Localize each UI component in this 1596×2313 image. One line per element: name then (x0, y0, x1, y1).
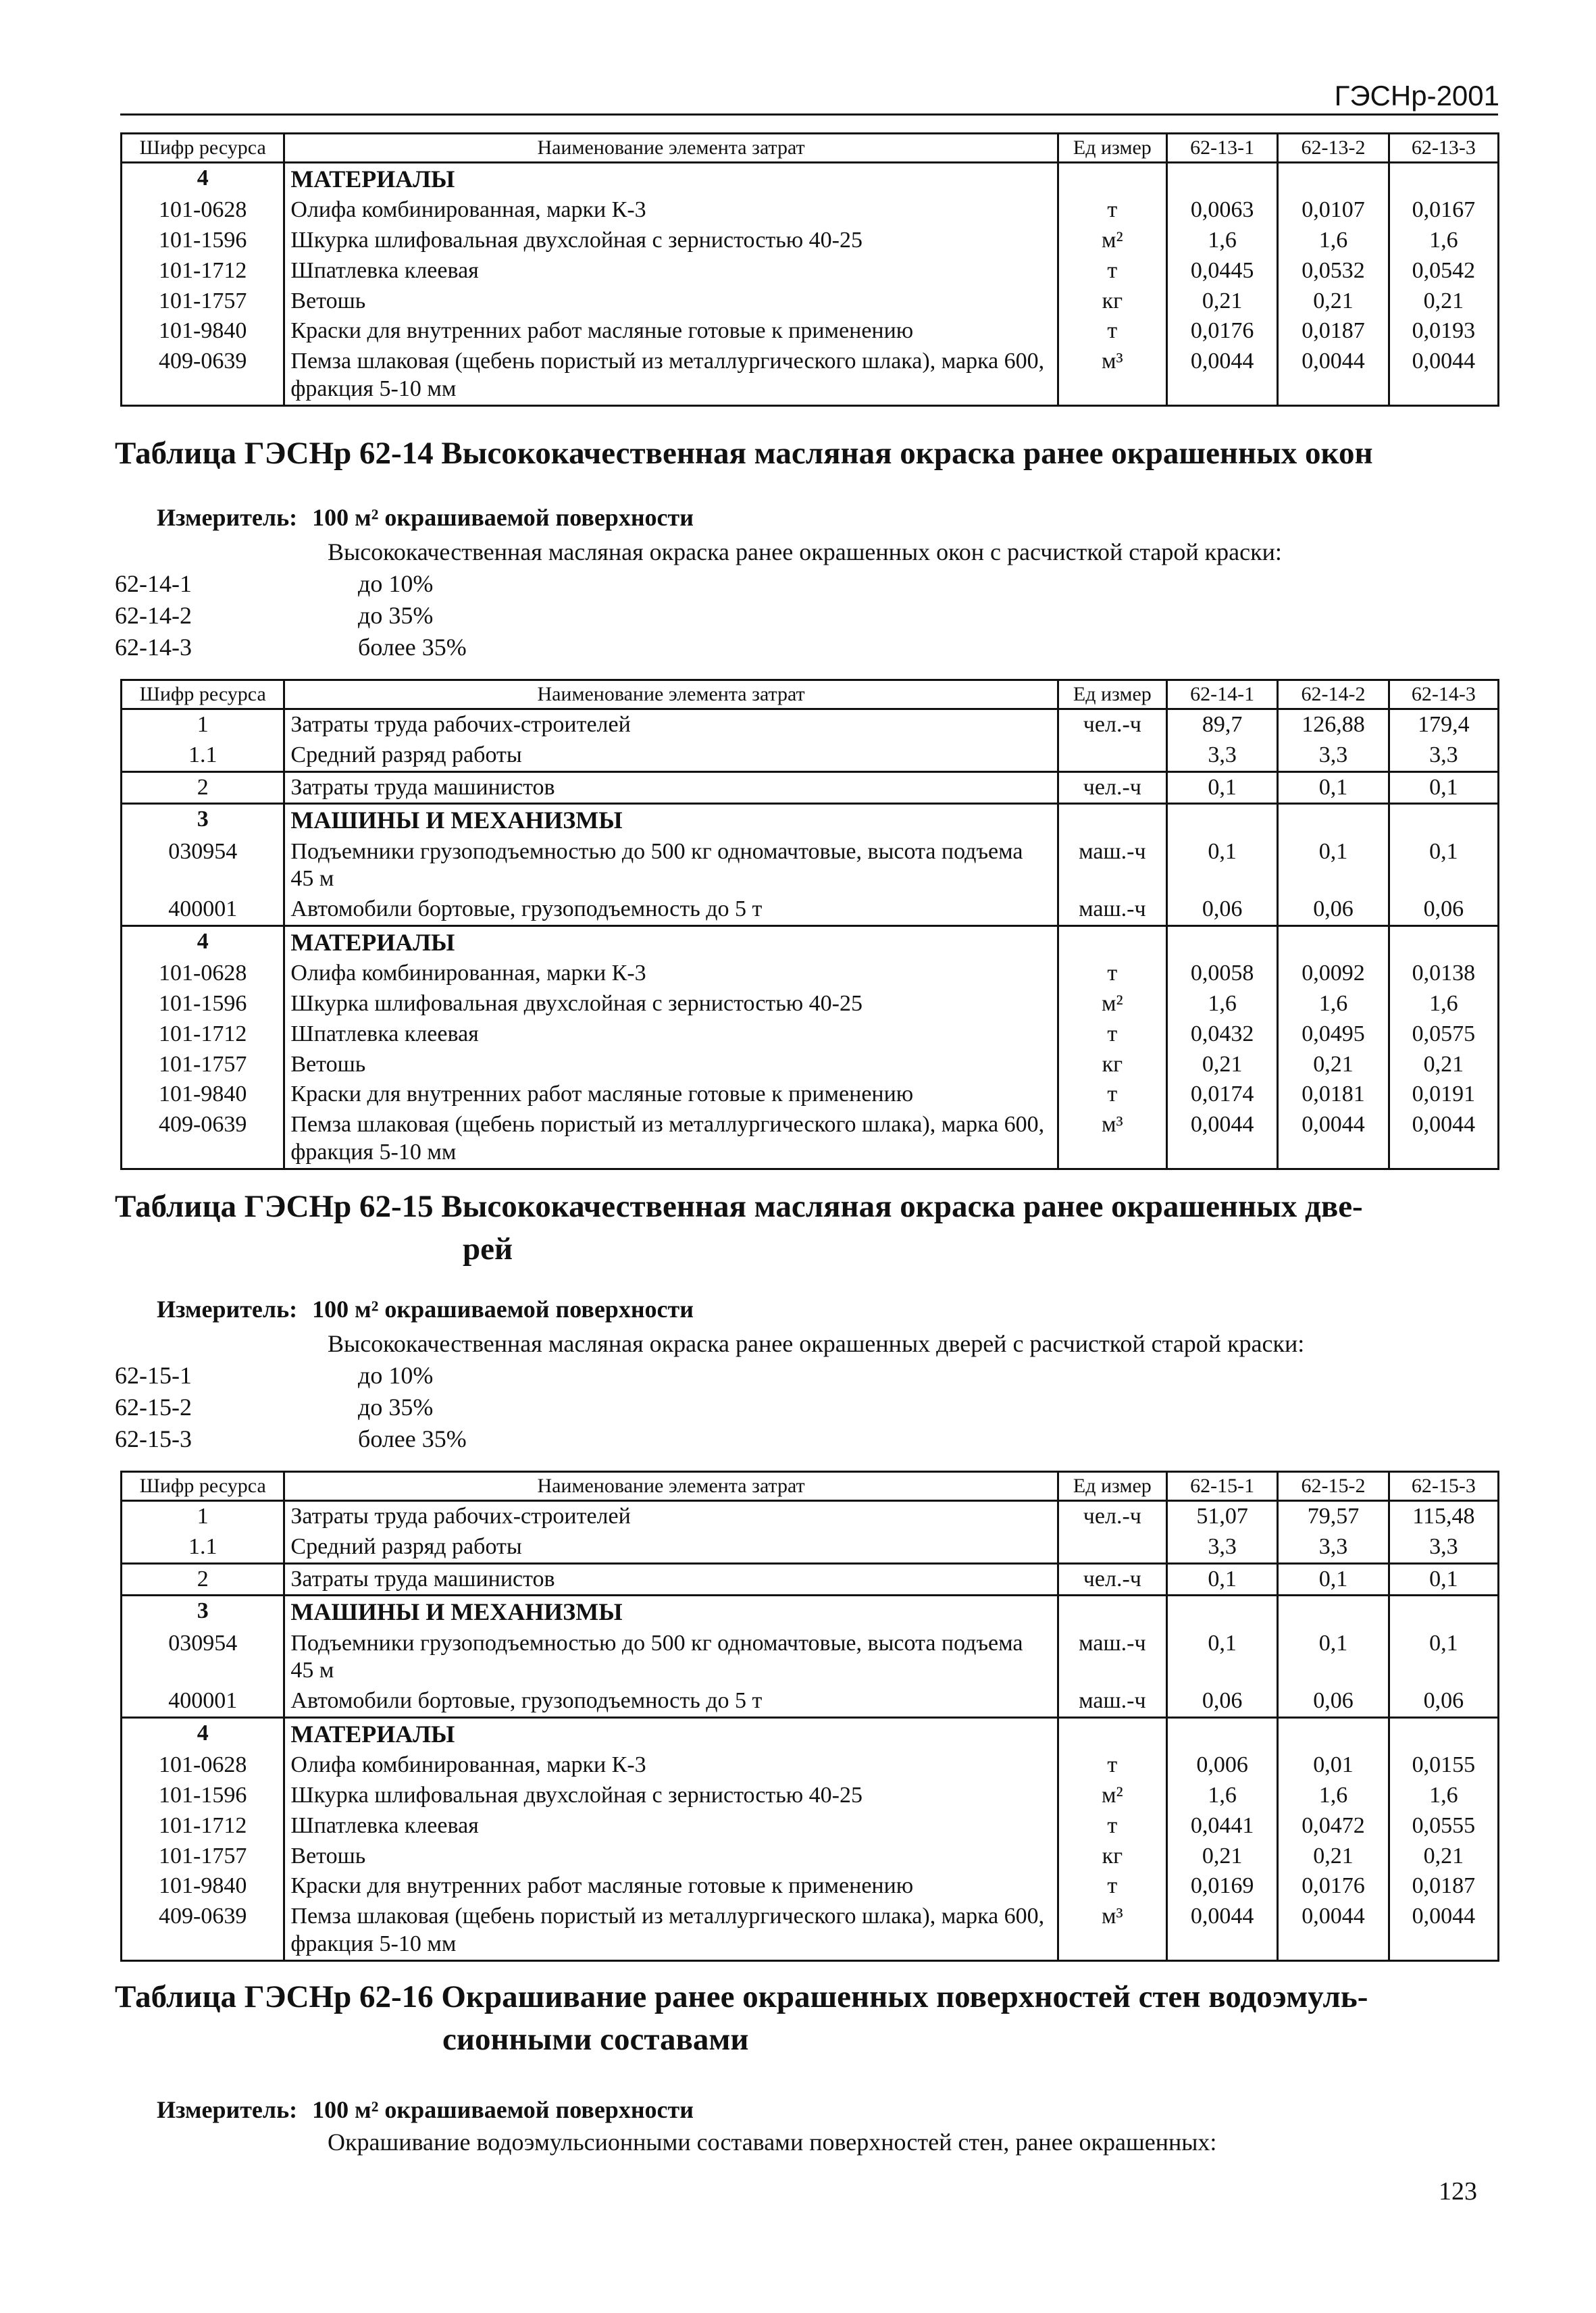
cell-name: Шпатлевка клеевая (284, 1811, 1058, 1841)
cell-name: Затраты труда машинистов (284, 1563, 1058, 1596)
cell-unit: т (1058, 1871, 1166, 1902)
cell-value-3: 0,06 (1389, 894, 1498, 925)
cell-code: 409-0639 (122, 1110, 284, 1169)
col-header-code: Шифр ресурса (122, 680, 284, 709)
cell-value-2: 0,0181 (1278, 1079, 1389, 1110)
cell-value-1: 0,0058 (1166, 959, 1277, 989)
cell-code: 030954 (122, 837, 284, 895)
cell-name: Затраты труда машинистов (284, 771, 1058, 804)
cell-name: МАШИНЫ И МЕХАНИЗМЫ (284, 804, 1058, 837)
cell-code: 101-1596 (122, 989, 284, 1019)
cell-value-1: 0,06 (1166, 894, 1277, 925)
cell-unit: чел.-ч (1058, 1501, 1166, 1532)
cell-value-1: 1,6 (1166, 989, 1277, 1019)
cell-value-1: 89,7 (1166, 709, 1277, 740)
measure-label: Измеритель: (157, 1296, 298, 1323)
cell-value-2 (1278, 1717, 1389, 1750)
col-header-variant-1: 62-15-1 (1166, 1472, 1277, 1501)
measure-label: Измеритель: (157, 2096, 298, 2123)
table-62-16-title (115, 1976, 1499, 2062)
cell-value-1: 0,0441 (1166, 1811, 1277, 1841)
cell-unit: т (1058, 1811, 1166, 1841)
cell-name: Затраты труда рабочих-строителей (284, 709, 1058, 740)
table-row (122, 1871, 1499, 1902)
cell-value-3: 0,06 (1389, 1686, 1498, 1717)
table-row (122, 1811, 1499, 1841)
cell-value-3: 0,0187 (1389, 1871, 1498, 1902)
measure-value: 100 м² окрашиваемой поверхности (312, 504, 694, 531)
cell-value-3: 0,0191 (1389, 1079, 1498, 1110)
cell-value-3 (1389, 1596, 1498, 1629)
cell-value-2: 0,0495 (1278, 1019, 1389, 1050)
table-row (122, 1019, 1499, 1050)
col-header-variant-3: 62-14-3 (1389, 680, 1498, 709)
cell-code: 101-0628 (122, 959, 284, 989)
cell-value-3: 0,0193 (1389, 316, 1498, 347)
cell-unit: м³ (1058, 347, 1166, 405)
col-header-variant-2: 62-14-2 (1278, 680, 1389, 709)
cell-code: 101-1596 (122, 1781, 284, 1811)
cell-value-1 (1166, 925, 1277, 959)
cell-value-1: 0,21 (1166, 1050, 1277, 1080)
cell-unit (1058, 804, 1166, 837)
cell-code: 101-1757 (122, 1841, 284, 1872)
cell-value-3: 0,21 (1389, 1050, 1498, 1080)
cell-code: 4 (122, 925, 284, 959)
cell-value-3: 0,1 (1389, 1563, 1498, 1596)
cell-code: 101-1712 (122, 256, 284, 286)
cell-value-1: 0,0445 (1166, 256, 1277, 286)
variant-62-14-2 (115, 601, 433, 630)
cell-unit: маш.-ч (1058, 837, 1166, 895)
col-header-name: Наименование элемента затрат (284, 1472, 1058, 1501)
table-row (122, 837, 1499, 895)
cell-unit (1058, 163, 1166, 196)
cell-value-3: 0,0044 (1389, 1902, 1498, 1960)
cell-code: 101-1596 (122, 226, 284, 256)
cell-code: 4 (122, 163, 284, 196)
cell-value-3: 115,48 (1389, 1501, 1498, 1532)
cell-value-2: 0,06 (1278, 1686, 1389, 1717)
cell-unit (1058, 740, 1166, 771)
cell-unit: т (1058, 316, 1166, 347)
variant-62-15-2 (115, 1393, 433, 1421)
table-row (122, 195, 1499, 226)
cell-unit: маш.-ч (1058, 1686, 1166, 1717)
table-62-15-description: Высококачественная масляная окраска ранее окрашенных дверей с расчисткой старой краски: (328, 1330, 1305, 1357)
cell-value-1: 0,0063 (1166, 195, 1277, 226)
table-row (122, 740, 1499, 771)
table-row (122, 1781, 1499, 1811)
cell-value-3: 179,4 (1389, 709, 1498, 740)
cell-code: 1.1 (122, 1532, 284, 1563)
table-row (122, 709, 1499, 740)
measure-value: 100 м² окрашиваемой поверхности (312, 2096, 694, 2123)
cell-code: 101-0628 (122, 195, 284, 226)
variant-text: до 10% (358, 570, 434, 597)
table-row (122, 1629, 1499, 1687)
cell-value-3: 0,0575 (1389, 1019, 1498, 1050)
cell-unit: кг (1058, 286, 1166, 317)
table-row (122, 226, 1499, 256)
cell-name: Пемза шлаковая (щебень пористый из металлургического шлака), марка 600, фракция 5-10 мм (284, 1902, 1058, 1960)
cell-unit (1058, 1532, 1166, 1563)
table-62-14-measure (157, 503, 694, 532)
cell-name: Подъемники грузоподъемностью до 500 кг одномачтовые, высота подъема 45 м (284, 1629, 1058, 1687)
page-number: 123 (1439, 2177, 1477, 2206)
title-line-2: сионными составами (442, 2022, 749, 2058)
cell-unit: т (1058, 959, 1166, 989)
cell-value-1: 0,0432 (1166, 1019, 1277, 1050)
cell-unit: т (1058, 195, 1166, 226)
cell-value-1: 0,1 (1166, 1563, 1277, 1596)
variant-62-15-1 (115, 1361, 433, 1390)
cell-value-3: 0,1 (1389, 837, 1498, 895)
table-row (122, 1750, 1499, 1781)
cell-unit: м³ (1058, 1902, 1166, 1960)
variant-text: до 35% (358, 602, 434, 629)
cell-code: 2 (122, 1563, 284, 1596)
cell-value-2: 0,0044 (1278, 347, 1389, 405)
cell-name: МАТЕРИАЛЫ (284, 1717, 1058, 1750)
resource-table-62-14 (120, 679, 1499, 1170)
cell-value-1 (1166, 163, 1277, 196)
cell-value-3: 0,21 (1389, 1841, 1498, 1872)
cell-code: 101-9840 (122, 1079, 284, 1110)
cell-code: 101-9840 (122, 1871, 284, 1902)
cell-unit: кг (1058, 1841, 1166, 1872)
table-row (122, 1532, 1499, 1563)
col-header-name: Наименование элемента затрат (284, 134, 1058, 163)
cell-value-2: 0,0472 (1278, 1811, 1389, 1841)
cell-value-2: 0,01 (1278, 1750, 1389, 1781)
cell-value-1 (1166, 1717, 1277, 1750)
cell-value-1: 0,0044 (1166, 1110, 1277, 1169)
col-header-variant-2: 62-13-2 (1278, 134, 1389, 163)
cell-code: 409-0639 (122, 347, 284, 405)
cell-value-2: 0,0176 (1278, 1871, 1389, 1902)
col-header-variant-1: 62-14-1 (1166, 680, 1277, 709)
cell-code: 101-9840 (122, 316, 284, 347)
cell-unit: т (1058, 1750, 1166, 1781)
cell-value-3 (1389, 925, 1498, 959)
variant-text: более 35% (358, 634, 467, 661)
table-row (122, 347, 1499, 405)
variant-code: 62-15-1 (115, 1362, 192, 1389)
cell-value-2: 0,21 (1278, 1050, 1389, 1080)
table-row (122, 1717, 1499, 1750)
cell-code: 101-1757 (122, 286, 284, 317)
cell-value-1: 51,07 (1166, 1501, 1277, 1532)
table-row (122, 163, 1499, 196)
table-row (122, 286, 1499, 317)
cell-value-2: 1,6 (1278, 989, 1389, 1019)
cell-value-1: 0,0176 (1166, 316, 1277, 347)
cell-code: 3 (122, 1596, 284, 1629)
cell-value-2: 79,57 (1278, 1501, 1389, 1532)
cell-name: МАТЕРИАЛЫ (284, 925, 1058, 959)
cell-value-3: 0,0155 (1389, 1750, 1498, 1781)
cell-name: Ветошь (284, 1050, 1058, 1080)
cell-value-2: 0,1 (1278, 1563, 1389, 1596)
table-row (122, 989, 1499, 1019)
cell-name: Пемза шлаковая (щебень пористый из металлургического шлака), марка 600, фракция 5-10 мм (284, 1110, 1058, 1169)
cell-value-3: 0,0555 (1389, 1811, 1498, 1841)
cell-value-3: 0,0044 (1389, 1110, 1498, 1169)
cell-code: 101-1757 (122, 1050, 284, 1080)
cell-value-1 (1166, 804, 1277, 837)
cell-value-3: 0,1 (1389, 771, 1498, 804)
cell-unit: т (1058, 256, 1166, 286)
table-62-15-measure (157, 1295, 694, 1323)
cell-value-1: 1,6 (1166, 226, 1277, 256)
table-row (122, 894, 1499, 925)
variant-text: до 35% (358, 1394, 434, 1421)
cell-value-1: 3,3 (1166, 1532, 1277, 1563)
cell-value-1: 0,06 (1166, 1686, 1277, 1717)
cell-code: 3 (122, 804, 284, 837)
cell-value-3: 1,6 (1389, 989, 1498, 1019)
cell-unit: чел.-ч (1058, 709, 1166, 740)
cell-code: 409-0639 (122, 1902, 284, 1960)
cell-value-1: 0,21 (1166, 1841, 1277, 1872)
col-header-variant-1: 62-13-1 (1166, 134, 1277, 163)
col-header-unit: Ед измер (1058, 1472, 1166, 1501)
cell-code: 400001 (122, 894, 284, 925)
cell-value-3: 0,0542 (1389, 256, 1498, 286)
col-header-unit: Ед измер (1058, 134, 1166, 163)
title-line-2: рей (463, 1231, 513, 1267)
cell-value-2 (1278, 804, 1389, 837)
cell-value-3: 3,3 (1389, 740, 1498, 771)
title-line-1: Таблица ГЭСНр 62-16 Окрашивание ранее окрашенных поверхностей стен водоэмуль- (115, 1979, 1368, 2014)
cell-value-2: 3,3 (1278, 1532, 1389, 1563)
cell-code: 101-1712 (122, 1811, 284, 1841)
measure-label: Измеритель: (157, 504, 298, 531)
table-row (122, 1110, 1499, 1169)
cell-value-3: 0,0167 (1389, 195, 1498, 226)
cell-name: Ветошь (284, 1841, 1058, 1872)
cell-name: Олифа комбинированная, марки К-3 (284, 959, 1058, 989)
col-header-unit: Ед измер (1058, 680, 1166, 709)
cell-value-3 (1389, 804, 1498, 837)
cell-value-1: 0,0169 (1166, 1871, 1277, 1902)
table-62-14-description: Высококачественная масляная окраска ранее окрашенных окон с расчисткой старой краски: (328, 538, 1282, 565)
cell-name: Краски для внутренних работ масляные готовые к применению (284, 1871, 1058, 1902)
cell-name: Олифа комбинированная, марки К-3 (284, 195, 1058, 226)
cell-value-1: 0,006 (1166, 1750, 1277, 1781)
cell-name: Олифа комбинированная, марки К-3 (284, 1750, 1058, 1781)
cell-name: Затраты труда рабочих-строителей (284, 1501, 1058, 1532)
cell-name: Шпатлевка клеевая (284, 256, 1058, 286)
cell-value-2 (1278, 163, 1389, 196)
cell-value-3 (1389, 1717, 1498, 1750)
cell-name: Шпатлевка клеевая (284, 1019, 1058, 1050)
cell-name: Ветошь (284, 286, 1058, 317)
cell-value-2: 0,0092 (1278, 959, 1389, 989)
cell-unit: кг (1058, 1050, 1166, 1080)
cell-value-2: 0,21 (1278, 1841, 1389, 1872)
variant-62-15-3 (115, 1425, 467, 1453)
cell-name: Шкурка шлифовальная двухслойная с зернистостью 40-25 (284, 989, 1058, 1019)
table-row (122, 804, 1499, 837)
variant-code: 62-14-1 (115, 570, 192, 597)
cell-name: МАШИНЫ И МЕХАНИЗМЫ (284, 1596, 1058, 1629)
col-header-code: Шифр ресурса (122, 134, 284, 163)
variant-code: 62-14-3 (115, 634, 192, 661)
cell-value-2: 0,0187 (1278, 316, 1389, 347)
table-row (122, 959, 1499, 989)
cell-unit: чел.-ч (1058, 1563, 1166, 1596)
col-header-variant-2: 62-15-2 (1278, 1472, 1389, 1501)
variant-code: 62-15-2 (115, 1394, 192, 1421)
cell-unit: м² (1058, 989, 1166, 1019)
cell-name: Шкурка шлифовальная двухслойная с зернистостью 40-25 (284, 1781, 1058, 1811)
col-header-code: Шифр ресурса (122, 1472, 284, 1501)
cell-unit: т (1058, 1019, 1166, 1050)
table-row (122, 1563, 1499, 1596)
variant-text: более 35% (358, 1425, 467, 1452)
cell-value-1: 0,0174 (1166, 1079, 1277, 1110)
cell-name: Средний разряд работы (284, 1532, 1058, 1563)
cell-unit (1058, 1717, 1166, 1750)
cell-value-2: 0,0044 (1278, 1110, 1389, 1169)
col-header-variant-3: 62-15-3 (1389, 1472, 1498, 1501)
cell-code: 101-0628 (122, 1750, 284, 1781)
variant-code: 62-15-3 (115, 1425, 192, 1452)
variant-62-14-1 (115, 569, 433, 598)
title-line-1: Таблица ГЭСНр 62-15 Высококачественная масляная окраска ранее окрашенных две- (115, 1189, 1363, 1224)
table-row (122, 1686, 1499, 1717)
variant-62-14-3 (115, 633, 467, 661)
cell-name: Автомобили бортовые, грузоподъемность до 5 т (284, 894, 1058, 925)
cell-value-2: 0,06 (1278, 894, 1389, 925)
table-row (122, 1501, 1499, 1532)
cell-code: 1 (122, 709, 284, 740)
table-62-16-description: Окрашивание водоэмульсионными составами поверхностей стен, ранее окрашенных: (328, 2129, 1217, 2156)
cell-value-1: 1,6 (1166, 1781, 1277, 1811)
cell-value-2 (1278, 925, 1389, 959)
table-62-16-measure (157, 2095, 694, 2124)
cell-unit: м³ (1058, 1110, 1166, 1169)
cell-value-1: 0,0044 (1166, 347, 1277, 405)
variant-code: 62-14-2 (115, 602, 192, 629)
cell-name: Средний разряд работы (284, 740, 1058, 771)
cell-value-3 (1389, 163, 1498, 196)
resource-table-62-15 (120, 1471, 1499, 1962)
document-code: ГЭСНр-2001 (1334, 80, 1499, 111)
cell-value-3: 1,6 (1389, 226, 1498, 256)
table-header-row (122, 1472, 1499, 1501)
cell-name: Краски для внутренних работ масляные готовые к применению (284, 1079, 1058, 1110)
table-row (122, 1841, 1499, 1872)
cell-code: 1 (122, 1501, 284, 1532)
table-row (122, 1596, 1499, 1629)
cell-value-2: 0,21 (1278, 286, 1389, 317)
cell-value-2: 126,88 (1278, 709, 1389, 740)
cell-code: 030954 (122, 1629, 284, 1687)
cell-value-3: 0,1 (1389, 1629, 1498, 1687)
cell-value-2: 0,1 (1278, 771, 1389, 804)
cell-name: Пемза шлаковая (щебень пористый из металлургического шлака), марка 600, фракция 5-10 мм (284, 347, 1058, 405)
table-62-14-title: Таблица ГЭСНр 62-14 Высококачественная масляная окраска ранее окрашенных окон (115, 436, 1373, 471)
cell-code: 4 (122, 1717, 284, 1750)
resource-table-62-13 (120, 132, 1499, 407)
cell-unit: маш.-ч (1058, 1629, 1166, 1687)
cell-value-3: 0,0044 (1389, 347, 1498, 405)
cell-value-2: 0,0044 (1278, 1902, 1389, 1960)
col-header-variant-3: 62-13-3 (1389, 134, 1498, 163)
cell-value-1: 0,1 (1166, 1629, 1277, 1687)
table-row (122, 316, 1499, 347)
cell-value-2: 0,0532 (1278, 256, 1389, 286)
cell-value-3: 3,3 (1389, 1532, 1498, 1563)
cell-name: Автомобили бортовые, грузоподъемность до 5 т (284, 1686, 1058, 1717)
cell-value-2: 1,6 (1278, 1781, 1389, 1811)
cell-value-3: 0,0138 (1389, 959, 1498, 989)
table-row (122, 1079, 1499, 1110)
cell-value-1 (1166, 1596, 1277, 1629)
cell-value-1: 0,1 (1166, 771, 1277, 804)
cell-unit: м² (1058, 226, 1166, 256)
cell-code: 101-1712 (122, 1019, 284, 1050)
cell-value-1: 3,3 (1166, 740, 1277, 771)
cell-code: 1.1 (122, 740, 284, 771)
cell-name: Краски для внутренних работ масляные готовые к применению (284, 316, 1058, 347)
cell-unit: т (1058, 1079, 1166, 1110)
cell-name: Подъемники грузоподъемностью до 500 кг одномачтовые, высота подъема 45 м (284, 837, 1058, 895)
table-row (122, 1050, 1499, 1080)
cell-code: 400001 (122, 1686, 284, 1717)
cell-value-2: 1,6 (1278, 226, 1389, 256)
cell-value-1: 0,1 (1166, 837, 1277, 895)
table-row (122, 771, 1499, 804)
cell-unit: м² (1058, 1781, 1166, 1811)
cell-value-3: 1,6 (1389, 1781, 1498, 1811)
table-row (122, 925, 1499, 959)
cell-value-1: 0,0044 (1166, 1902, 1277, 1960)
cell-value-1: 0,21 (1166, 286, 1277, 317)
measure-value: 100 м² окрашиваемой поверхности (312, 1296, 694, 1323)
table-row (122, 1902, 1499, 1960)
cell-unit (1058, 1596, 1166, 1629)
cell-value-2: 0,0107 (1278, 195, 1389, 226)
col-header-name: Наименование элемента затрат (284, 680, 1058, 709)
table-62-15-title (115, 1186, 1499, 1271)
cell-value-2: 3,3 (1278, 740, 1389, 771)
variant-text: до 10% (358, 1362, 434, 1389)
cell-value-2: 0,1 (1278, 1629, 1389, 1687)
cell-name: МАТЕРИАЛЫ (284, 163, 1058, 196)
cell-value-2 (1278, 1596, 1389, 1629)
cell-unit: маш.-ч (1058, 894, 1166, 925)
cell-unit (1058, 925, 1166, 959)
cell-value-2: 0,1 (1278, 837, 1389, 895)
header-rule (120, 113, 1498, 116)
table-row (122, 256, 1499, 286)
table-header-row (122, 134, 1499, 163)
cell-value-3: 0,21 (1389, 286, 1498, 317)
cell-unit: чел.-ч (1058, 771, 1166, 804)
cell-name: Шкурка шлифовальная двухслойная с зернистостью 40-25 (284, 226, 1058, 256)
cell-code: 2 (122, 771, 284, 804)
table-header-row (122, 680, 1499, 709)
